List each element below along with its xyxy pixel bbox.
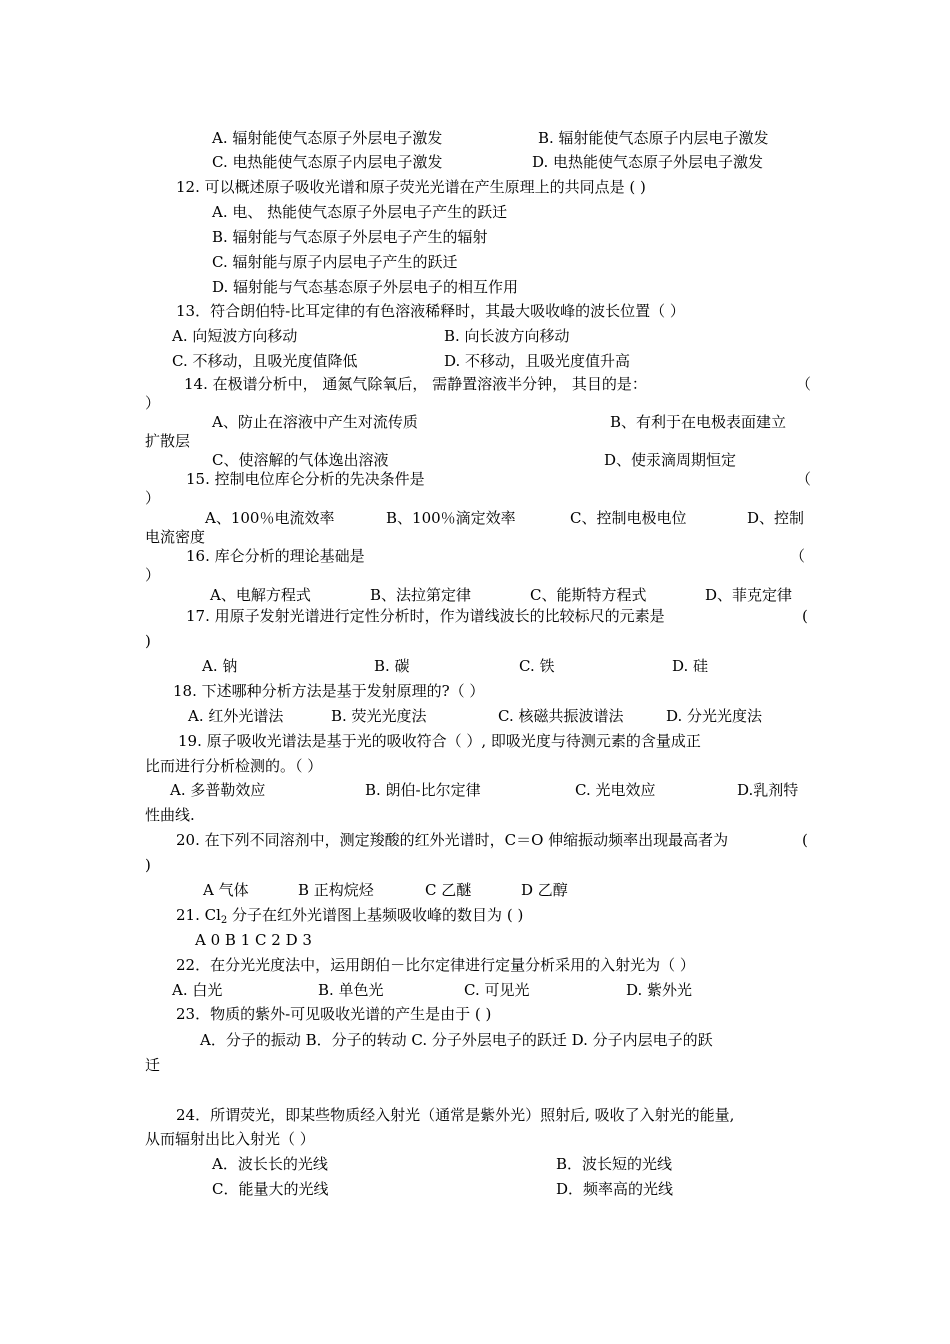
q23-options: A．分子的振动 B．分子的转动 C. 分子外层电子的跃迁 D. 分子内层电子的跃 — [200, 1031, 713, 1049]
q11-option-d: D. 电热能使气态原子外层电子激发 — [532, 153, 764, 171]
q24-option-d: D．频率高的光线 — [556, 1180, 674, 1198]
q12-option-b: B. 辐射能与气态原子外层电子产生的辐射 — [212, 228, 488, 246]
q12-option-c: C. 辐射能与原子内层电子产生的跃迁 — [212, 253, 458, 271]
q18-option-b: B. 荧光光度法 — [331, 707, 427, 725]
q12-option-a: A. 电、 热能使气态原子外层电子产生的跃迁 — [212, 203, 508, 221]
q20-option-c: C 乙醚 — [425, 881, 472, 899]
q16-stem: 16. 库仑分析的理论基础是 — [186, 547, 365, 565]
q19-stem-cont: 比而进行分析检测的。（ ） — [145, 757, 323, 775]
q24-stem: 24．所谓荧光，即某些物质经入射光（通常是紫外光）照射后, 吸收了入射光的能量, — [176, 1106, 735, 1124]
q13-option-c: C. 不移动，且吸光度值降低 — [172, 352, 358, 370]
q18-option-c: C. 核磁共振波谱法 — [498, 707, 624, 725]
q21-stem-post: 分子在红外光谱图上基频吸收峰的数目为 ( ) — [227, 906, 524, 924]
q22-option-a: A. 白光 — [172, 981, 223, 999]
q13-stem: 13．符合朗伯特-比耳定律的有色溶液稀释时，其最大吸收峰的波长位置（ ） — [176, 302, 685, 320]
q13-option-d: D. 不移动，且吸光度值升高 — [444, 352, 631, 370]
q14-paren-open: （ — [796, 375, 812, 393]
q16-option-a: A、电解方程式 — [210, 586, 311, 604]
q15-option-c: C、控制电极电位 — [570, 509, 687, 527]
q21-stem-subscript: 2 — [220, 915, 228, 926]
q22-option-d: D. 紫外光 — [626, 981, 693, 999]
q18-stem: 18. 下述哪种分析方法是基于发射原理的?（ ） — [173, 682, 485, 700]
q19-option-d-cont: 性曲线. — [145, 806, 195, 824]
q11-option-a: A. 辐射能使气态原子外层电子激发 — [212, 129, 443, 147]
q15-option-d-cont: 电流密度 — [145, 528, 206, 546]
q13-option-a: A. 向短波方向移动 — [172, 327, 298, 345]
q15-paren-open: （ — [796, 470, 812, 488]
q19-option-c: C. 光电效应 — [575, 781, 656, 799]
q15-option-d: D、控制 — [747, 509, 805, 527]
q16-option-c: C、能斯特方程式 — [530, 586, 647, 604]
q16-option-b: B、法拉第定律 — [370, 586, 472, 604]
q17-option-d: D. 硅 — [672, 657, 709, 675]
q23-options-cont: 迁 — [145, 1056, 161, 1074]
q18-option-d: D. 分光光度法 — [666, 707, 763, 725]
q19-stem: 19. 原子吸收光谱法是基于光的吸收符合（ ）, 即吸光度与待测元素的含量成正 — [178, 732, 701, 750]
q19-option-a: A. 多普勒效应 — [170, 781, 266, 799]
q24-option-c: C．能量大的光线 — [212, 1180, 329, 1198]
q15-option-a: A、100％电流效率 — [205, 509, 335, 527]
q20-paren-open: ( — [802, 831, 808, 849]
q14-option-d: D、使汞滴周期恒定 — [604, 451, 737, 469]
q13-option-b: B. 向长波方向移动 — [444, 327, 570, 345]
q16-option-d: D、菲克定律 — [705, 586, 793, 604]
q17-paren-open: ( — [802, 607, 808, 625]
q14-option-c: C、使溶解的气体逸出溶液 — [212, 451, 389, 469]
q17-option-b: B. 碳 — [374, 657, 410, 675]
q22-option-b: B. 单色光 — [318, 981, 384, 999]
q12-option-d: D. 辐射能与气态基态原子外层电子的相互作用 — [212, 278, 519, 296]
q14-option-a: A、防止在溶液中产生对流传质 — [212, 413, 418, 431]
q20-option-d: D 乙醇 — [521, 881, 568, 899]
q24-stem-cont: 从而辐射出比入射光（ ） — [145, 1130, 315, 1148]
q15-paren-close: ） — [145, 489, 161, 507]
q14-option-b: B、有利于在电极表面建立 — [610, 413, 787, 431]
q21-options: A 0 B 1 C 2 D 3 — [195, 931, 312, 949]
q14-stem: 14. 在极谱分析中， 通氮气除氧后， 需静置溶液半分钟， 其目的是： — [184, 375, 647, 393]
q21-stem-pre: 21. Cl — [176, 906, 221, 924]
q14-paren-close: ） — [145, 394, 161, 412]
q17-option-c: C. 铁 — [519, 657, 555, 675]
q15-stem: 15. 控制电位库仑分析的先决条件是 — [186, 470, 425, 488]
q15-option-b: B、100％滴定效率 — [386, 509, 516, 527]
q21-stem — [176, 905, 523, 931]
q11-option-c: C. 电热能使气态原子内层电子激发 — [212, 153, 443, 171]
q16-paren-close: ） — [145, 566, 161, 584]
q24-option-a: A．波长长的光线 — [212, 1155, 328, 1173]
q20-option-b: B 正构烷烃 — [298, 881, 374, 899]
q19-option-d: D.乳剂特 — [737, 781, 799, 799]
q11-option-b: B. 辐射能使气态原子内层电子激发 — [538, 129, 769, 147]
q18-option-a: A. 红外光谱法 — [188, 707, 284, 725]
q23-stem: 23．物质的紫外-可见吸收光谱的产生是由于 ( ) — [176, 1005, 492, 1023]
q24-option-b: B．波长短的光线 — [556, 1155, 673, 1173]
q20-paren-close: ) — [145, 856, 151, 874]
q20-stem: 20. 在下列不同溶剂中，测定羧酸的红外光谱时，C＝O 伸缩振动频率出现最高者为 — [176, 831, 729, 849]
q19-option-b: B. 朗伯-比尔定律 — [365, 781, 481, 799]
q16-paren-open: （ — [790, 547, 806, 565]
q14-option-b-cont: 扩散层 — [145, 432, 191, 450]
q17-stem: 17. 用原子发射光谱进行定性分析时，作为谱线波长的比较标尺的元素是 — [186, 607, 665, 625]
q12-stem: 12. 可以概述原子吸收光谱和原子荧光光谱在产生原理上的共同点是 ( ) — [176, 178, 646, 196]
q17-option-a: A. 钠 — [202, 657, 238, 675]
q22-stem: 22．在分光光度法中，运用朗伯－比尔定律进行定量分析采用的入射光为（ ） — [176, 956, 695, 974]
q20-option-a: A 气体 — [203, 881, 249, 899]
q17-paren-close: ) — [145, 632, 151, 650]
q22-option-c: C. 可见光 — [464, 981, 530, 999]
